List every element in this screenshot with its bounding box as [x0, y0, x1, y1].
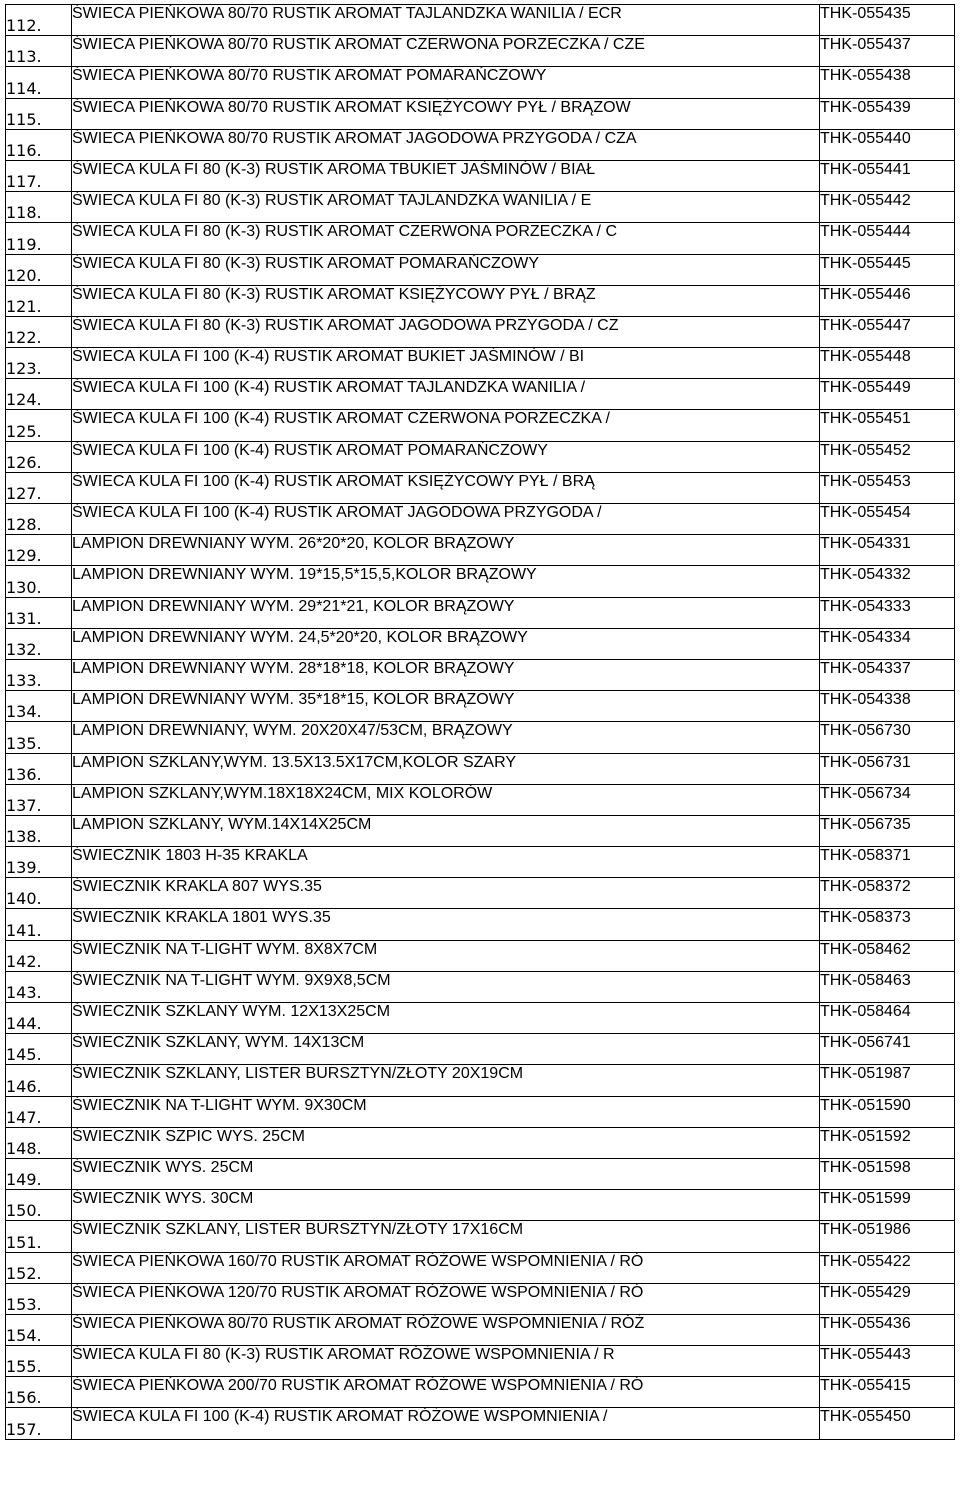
row-number: 132.: [6, 628, 72, 659]
product-code: THK-055451: [820, 410, 955, 441]
row-number: 113.: [6, 36, 72, 67]
product-name: LAMPION DREWNIANY WYM. 28*18*18, KOLOR BRĄZOWY: [72, 659, 820, 690]
product-name: ŚWIECA PIEŃKOWA 80/70 RUSTIK AROMAT JAGODOWA PRZYGODA / CZA: [72, 129, 820, 160]
row-number: 128.: [6, 504, 72, 535]
table-row: [6, 535, 955, 566]
product-name: ŚWIECA KULA FI 80 (K-3) RUSTIK AROMA TBUKIET JAŚMINÓW / BIAŁ: [72, 160, 820, 191]
table-row: [6, 1346, 955, 1377]
row-number: 118.: [6, 192, 72, 223]
product-code: THK-056730: [820, 722, 955, 753]
product-name: ŚWIECA PIEŃKOWA 80/70 RUSTIK AROMAT POMARAŃCZOWY: [72, 67, 820, 98]
product-name: ŚWIECA PIEŃKOWA 80/70 RUSTIK AROMAT RÓŻOWE WSPOMNIENIA / RÓŻ: [72, 1314, 820, 1345]
product-code: THK-058463: [820, 971, 955, 1002]
table-row: [6, 36, 955, 67]
row-number: 114.: [6, 67, 72, 98]
product-name: ŚWIECA KULA FI 100 (K-4) RUSTIK AROMAT JAGODOWA PRZYGODA /: [72, 504, 820, 535]
product-name: ŚWIECA KULA FI 100 (K-4) RUSTIK AROMAT RÓŻOWE WSPOMNIENIA /: [72, 1408, 820, 1439]
table-row: [6, 784, 955, 815]
product-name: LAMPION SZKLANY,WYM.18X18X24CM, MIX KOLORÓW: [72, 784, 820, 815]
row-number: 121.: [6, 285, 72, 316]
product-table: [5, 4, 955, 1440]
row-number: 131.: [6, 597, 72, 628]
table-row: [6, 1252, 955, 1283]
table-row: [6, 659, 955, 690]
table-row: [6, 971, 955, 1002]
product-name: LAMPION DREWNIANY WYM. 19*15,5*15,5,KOLOR BRĄZOWY: [72, 566, 820, 597]
product-code: THK-055444: [820, 223, 955, 254]
product-code: THK-054337: [820, 659, 955, 690]
product-code: THK-056741: [820, 1034, 955, 1065]
table-row: [6, 98, 955, 129]
product-code: THK-051987: [820, 1065, 955, 1096]
table-row: [6, 192, 955, 223]
row-number: 141.: [6, 909, 72, 940]
table-row: [6, 691, 955, 722]
row-number: 146.: [6, 1065, 72, 1096]
product-name: ŚWIECA PIEŃKOWA 160/70 RUSTIK AROMAT RÓŻOWE WSPOMNIENIA / RÓ: [72, 1252, 820, 1283]
row-number: 139.: [6, 847, 72, 878]
product-code: THK-055429: [820, 1283, 955, 1314]
row-number: 126.: [6, 441, 72, 472]
row-number: 125.: [6, 410, 72, 441]
table-row: [6, 1034, 955, 1065]
product-code: THK-055448: [820, 348, 955, 379]
row-number: 137.: [6, 784, 72, 815]
row-number: 120.: [6, 254, 72, 285]
product-code: THK-055415: [820, 1377, 955, 1408]
table-row: [6, 348, 955, 379]
product-code: THK-051598: [820, 1158, 955, 1189]
product-name: ŚWIECZNIK SZKLANY, WYM. 14X13CM: [72, 1034, 820, 1065]
product-code: THK-055447: [820, 316, 955, 347]
product-name: LAMPION SZKLANY,WYM. 13.5X13.5X17CM,KOLOR SZARY: [72, 753, 820, 784]
row-number: 123.: [6, 348, 72, 379]
table-row: [6, 753, 955, 784]
row-number: 144.: [6, 1003, 72, 1034]
table-row: [6, 379, 955, 410]
product-name: ŚWIECZNIK NA T-LIGHT WYM. 9X30CM: [72, 1096, 820, 1127]
row-number: 117.: [6, 160, 72, 191]
product-code: THK-055438: [820, 67, 955, 98]
table-row: [6, 722, 955, 753]
product-name: ŚWIECA PIEŃKOWA 80/70 RUSTIK AROMAT KSIĘŻYCOWY PYŁ / BRĄZOW: [72, 98, 820, 129]
product-code: THK-058371: [820, 847, 955, 878]
product-name: ŚWIECZNIK SZPIC WYS. 25CM: [72, 1127, 820, 1158]
row-number: 152.: [6, 1252, 72, 1283]
product-name: LAMPION DREWNIANY, WYM. 20X20X47/53CM, BRĄZOWY: [72, 722, 820, 753]
table-row: [6, 129, 955, 160]
table-row: [6, 160, 955, 191]
product-name: ŚWIECA PIEŃKOWA 80/70 RUSTIK AROMAT CZERWONA PORZECZKA / CZE: [72, 36, 820, 67]
table-row: [6, 316, 955, 347]
product-code: THK-058372: [820, 878, 955, 909]
product-name: LAMPION DREWNIANY WYM. 29*21*21, KOLOR BRĄZOWY: [72, 597, 820, 628]
table-row: [6, 504, 955, 535]
product-name: LAMPION DREWNIANY WYM. 26*20*20, KOLOR BRĄZOWY: [72, 535, 820, 566]
row-number: 130.: [6, 566, 72, 597]
product-table-body: [6, 5, 955, 1440]
table-row: [6, 1221, 955, 1252]
product-name: ŚWIECA KULA FI 80 (K-3) RUSTIK AROMAT CZERWONA PORZECZKA / C: [72, 223, 820, 254]
product-code: THK-051592: [820, 1127, 955, 1158]
product-code: THK-055441: [820, 160, 955, 191]
product-code: THK-055443: [820, 1346, 955, 1377]
product-name: ŚWIECZNIK WYS. 25CM: [72, 1158, 820, 1189]
product-code: THK-055449: [820, 379, 955, 410]
row-number: 156.: [6, 1377, 72, 1408]
row-number: 122.: [6, 316, 72, 347]
row-number: 157.: [6, 1408, 72, 1439]
table-row: [6, 410, 955, 441]
product-name: ŚWIECZNIK KRAKLA 1801 WYS.35: [72, 909, 820, 940]
product-name: ŚWIECZNIK SZKLANY WYM. 12X13X25CM: [72, 1003, 820, 1034]
row-number: 153.: [6, 1283, 72, 1314]
table-row: [6, 254, 955, 285]
product-code: THK-055435: [820, 5, 955, 36]
product-code: THK-055452: [820, 441, 955, 472]
product-code: THK-056735: [820, 815, 955, 846]
product-name: ŚWIECA KULA FI 100 (K-4) RUSTIK AROMAT CZERWONA PORZECZKA /: [72, 410, 820, 441]
row-number: 140.: [6, 878, 72, 909]
product-name: ŚWIECZNIK NA T-LIGHT WYM. 9X9X8,5CM: [72, 971, 820, 1002]
product-code: THK-055450: [820, 1408, 955, 1439]
product-code: THK-055436: [820, 1314, 955, 1345]
product-code: THK-055439: [820, 98, 955, 129]
product-name: ŚWIECA PIEŃKOWA 120/70 RUSTIK AROMAT RÓŻOWE WSPOMNIENIA / RÓ: [72, 1283, 820, 1314]
product-code: THK-055446: [820, 285, 955, 316]
product-code: THK-055422: [820, 1252, 955, 1283]
row-number: 134.: [6, 691, 72, 722]
row-number: 127.: [6, 472, 72, 503]
table-row: [6, 815, 955, 846]
table-row: [6, 878, 955, 909]
product-name: ŚWIECA KULA FI 100 (K-4) RUSTIK AROMAT TAJLANDZKA WANILIA /: [72, 379, 820, 410]
row-number: 147.: [6, 1096, 72, 1127]
row-number: 116.: [6, 129, 72, 160]
product-code: THK-056731: [820, 753, 955, 784]
table-row: [6, 223, 955, 254]
table-row: [6, 1377, 955, 1408]
product-name: ŚWIECA KULA FI 100 (K-4) RUSTIK AROMAT KSIĘŻYCOWY PYŁ / BRĄ: [72, 472, 820, 503]
row-number: 129.: [6, 535, 72, 566]
table-row: [6, 441, 955, 472]
product-name: ŚWIECA KULA FI 80 (K-3) RUSTIK AROMAT KSIĘŻYCOWY PYŁ / BRĄZ: [72, 285, 820, 316]
product-code: THK-054332: [820, 566, 955, 597]
row-number: 145.: [6, 1034, 72, 1065]
product-code: THK-058464: [820, 1003, 955, 1034]
row-number: 119.: [6, 223, 72, 254]
row-number: 148.: [6, 1127, 72, 1158]
row-number: 115.: [6, 98, 72, 129]
table-row: [6, 1283, 955, 1314]
product-code: THK-051599: [820, 1190, 955, 1221]
row-number: 112.: [6, 5, 72, 36]
table-row: [6, 940, 955, 971]
row-number: 136.: [6, 753, 72, 784]
row-number: 149.: [6, 1158, 72, 1189]
table-row: [6, 5, 955, 36]
table-row: [6, 1190, 955, 1221]
row-number: 135.: [6, 722, 72, 753]
product-code: THK-056734: [820, 784, 955, 815]
table-row: [6, 909, 955, 940]
row-number: 155.: [6, 1346, 72, 1377]
product-code: THK-055442: [820, 192, 955, 223]
product-name: ŚWIECA KULA FI 100 (K-4) RUSTIK AROMAT BUKIET JAŚMINÓW / BI: [72, 348, 820, 379]
product-code: THK-051590: [820, 1096, 955, 1127]
row-number: 150.: [6, 1190, 72, 1221]
table-row: [6, 1065, 955, 1096]
row-number: 154.: [6, 1314, 72, 1345]
product-code: THK-051986: [820, 1221, 955, 1252]
table-row: [6, 566, 955, 597]
product-name: ŚWIECZNIK SZKLANY, LISTER BURSZTYN/ZŁOTY 20X19CM: [72, 1065, 820, 1096]
product-name: ŚWIECZNIK 1803 H-35 KRAKLA: [72, 847, 820, 878]
table-row: [6, 472, 955, 503]
product-name: ŚWIECA KULA FI 80 (K-3) RUSTIK AROMAT JAGODOWA PRZYGODA / CZ: [72, 316, 820, 347]
table-row: [6, 1158, 955, 1189]
product-name: ŚWIECA KULA FI 100 (K-4) RUSTIK AROMAT POMARAŃCZOWY: [72, 441, 820, 472]
product-name: ŚWIECZNIK WYS. 30CM: [72, 1190, 820, 1221]
table-row: [6, 847, 955, 878]
product-name: ŚWIECZNIK SZKLANY, LISTER BURSZTYN/ZŁOTY 17X16CM: [72, 1221, 820, 1252]
table-row: [6, 597, 955, 628]
product-name: ŚWIECA KULA FI 80 (K-3) RUSTIK AROMAT RÓŻOWE WSPOMNIENIA / R: [72, 1346, 820, 1377]
row-number: 142.: [6, 940, 72, 971]
product-name: LAMPION DREWNIANY WYM. 35*18*15, KOLOR BRĄZOWY: [72, 691, 820, 722]
row-number: 124.: [6, 379, 72, 410]
product-code: THK-058462: [820, 940, 955, 971]
row-number: 133.: [6, 659, 72, 690]
product-name: LAMPION DREWNIANY WYM. 24,5*20*20, KOLOR BRĄZOWY: [72, 628, 820, 659]
table-row: [6, 1127, 955, 1158]
product-code: THK-055445: [820, 254, 955, 285]
product-name: ŚWIECZNIK KRAKLA 807 WYS.35: [72, 878, 820, 909]
product-code: THK-055453: [820, 472, 955, 503]
table-row: [6, 628, 955, 659]
product-code: THK-054334: [820, 628, 955, 659]
table-row: [6, 1096, 955, 1127]
table-row: [6, 1408, 955, 1439]
row-number: 138.: [6, 815, 72, 846]
product-code: THK-054331: [820, 535, 955, 566]
table-row: [6, 285, 955, 316]
product-code: THK-055440: [820, 129, 955, 160]
table-row: [6, 1003, 955, 1034]
product-name: ŚWIECZNIK NA T-LIGHT WYM. 8X8X7CM: [72, 940, 820, 971]
product-name: ŚWIECA PIEŃKOWA 80/70 RUSTIK AROMAT TAJLANDZKA WANILIA / ECR: [72, 5, 820, 36]
product-code: THK-058373: [820, 909, 955, 940]
product-code: THK-054333: [820, 597, 955, 628]
product-code: THK-055454: [820, 504, 955, 535]
row-number: 151.: [6, 1221, 72, 1252]
table-row: [6, 67, 955, 98]
product-code: THK-055437: [820, 36, 955, 67]
product-name: ŚWIECA KULA FI 80 (K-3) RUSTIK AROMAT TAJLANDZKA WANILIA / E: [72, 192, 820, 223]
product-name: ŚWIECA KULA FI 80 (K-3) RUSTIK AROMAT POMARAŃCZOWY: [72, 254, 820, 285]
row-number: 143.: [6, 971, 72, 1002]
product-code: THK-054338: [820, 691, 955, 722]
product-name: ŚWIECA PIEŃKOWA 200/70 RUSTIK AROMAT RÓŻOWE WSPOMNIENIA / RÓ: [72, 1377, 820, 1408]
product-name: LAMPION SZKLANY, WYM.14X14X25CM: [72, 815, 820, 846]
table-row: [6, 1314, 955, 1345]
